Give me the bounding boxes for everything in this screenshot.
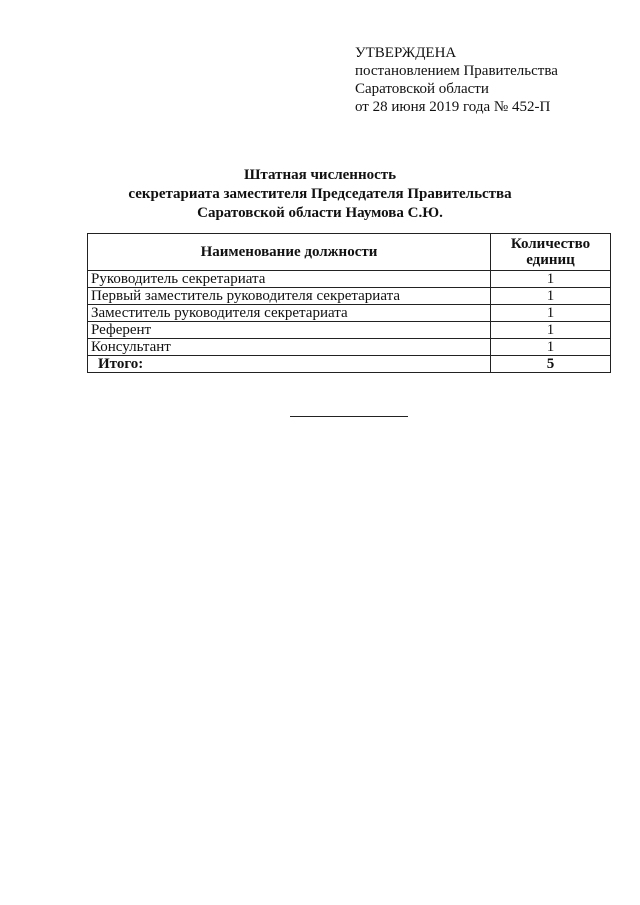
approval-line: Саратовской области <box>355 81 489 97</box>
table-row <box>88 305 611 322</box>
staff-table <box>87 233 611 373</box>
total-label: Итого: <box>88 356 491 373</box>
position-cell: Консультант <box>88 339 491 356</box>
total-row <box>88 356 611 373</box>
table-row <box>88 339 611 356</box>
approval-block <box>355 44 558 116</box>
approval-heading: УТВЕРЖДЕНА <box>355 45 457 61</box>
title-line: Штатная численность <box>243 167 397 183</box>
count-cell: 1 <box>491 305 611 322</box>
table-row <box>88 322 611 339</box>
header-count <box>491 234 611 271</box>
position-cell: Первый заместитель руководителя секретариата <box>88 288 491 305</box>
table-header-row <box>88 234 611 271</box>
title-line: Саратовской области Наумова С.Ю. <box>197 205 443 221</box>
title-line: секретариата заместителя Председателя Правительства <box>128 186 512 202</box>
count-cell: 1 <box>491 271 611 288</box>
table-row <box>88 271 611 288</box>
count-cell: 1 <box>491 339 611 356</box>
count-cell: 1 <box>491 288 611 305</box>
header-position: Наименование должности <box>88 234 491 271</box>
position-cell: Референт <box>88 322 491 339</box>
header-count-line: единиц <box>526 252 575 268</box>
position-cell: Заместитель руководителя секретариата <box>88 305 491 322</box>
approval-line: постановлением Правительства <box>355 63 558 79</box>
document-title <box>0 166 640 223</box>
total-count: 5 <box>491 356 611 373</box>
position-cell: Руководитель секретариата <box>88 271 491 288</box>
count-cell: 1 <box>491 322 611 339</box>
approval-date: от 28 июня 2019 года № 452-П <box>355 99 551 115</box>
header-count-line: Количество <box>510 236 591 252</box>
table-row <box>88 288 611 305</box>
end-divider <box>290 416 408 417</box>
